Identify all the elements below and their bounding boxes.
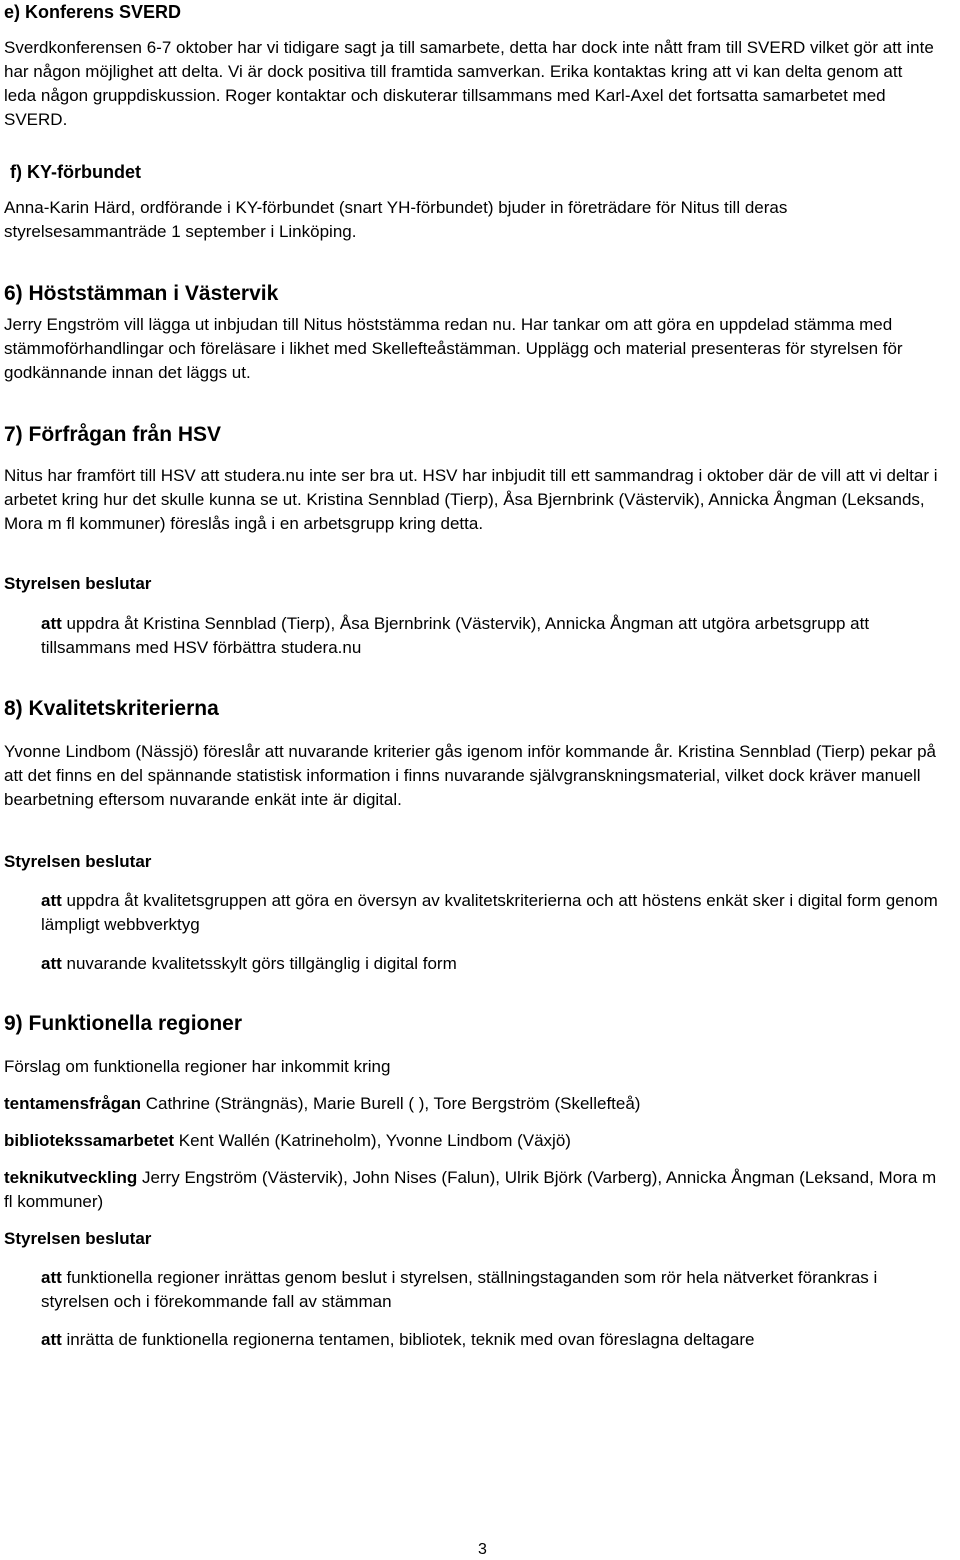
paragraph-hoststamman: Jerry Engström vill lägga ut inbjudan till Nitus höststämma redan nu. Har tankar om att göra en uppdelad stämma med stämmoförhandlingar och föreläsare i likhet med Skellefteåstämman. Upplägg och material presenteras för styrelsen för godkännande innan det läggs ut. [4, 315, 903, 382]
decision-text: uppdra åt Kristina Sennblad (Tierp), Åsa Bjernbrink (Västervik), Annicka Ångman att utgöra arbetsgrupp att tillsammans med HSV förbättra studera.nu [41, 614, 870, 657]
att-keyword: att [41, 954, 62, 973]
heading-ky-forbundet: f) KY-förbundet [10, 162, 141, 182]
att-keyword: att [41, 1330, 62, 1349]
region-group-tentamen [4, 1092, 938, 1116]
region-members: Jerry Engström (Västervik), John Nises (Falun), Ulrik Björk (Varberg), Annicka Ångman (Leksand, Mora m fl kommuner) [4, 1168, 937, 1211]
att-keyword: att [41, 614, 62, 633]
paragraph-ky-forbundet: Anna-Karin Härd, ordförande i KY-förbundet (snart YH-förbundet) bjuder in företrädare för Nitus till deras styrelsesammanträde 1 september i Linköping. [4, 198, 788, 241]
decision-item-kvalitet-2 [41, 952, 938, 976]
decision-label-hsv: Styrelsen beslutar [4, 574, 152, 593]
paragraph-forfragan-hsv: Nitus har framfört till HSV att studera.nu inte ser bra ut. HSV har inbjudit till ett sammandrag i oktober där de vill att vi deltar i arbetet kring hur det skulle kunna se ut. Kristina Sennblad (Tierp), Åsa Bjernbrink (Västervik), Annicka Ångman (Leksands, Mora m fl kommuner) föreslås ingå i en arbetsgrupp kring detta. [4, 466, 938, 533]
region-members: Kent Wallén (Katrineholm), Yvonne Lindbom (Växjö) [174, 1131, 571, 1150]
heading-hoststamman: 6) Höststämman i Västervik [4, 282, 279, 305]
region-group-bibliotek [4, 1129, 938, 1153]
heading-kvalitetskriterierna: 8) Kvalitetskriterierna [4, 697, 219, 720]
page-number: 3 [478, 1541, 487, 1558]
decision-item-hsv [41, 612, 938, 660]
decision-item-regioner-1 [41, 1266, 938, 1314]
att-keyword: att [41, 891, 62, 910]
paragraph-funktionella-intro: Förslag om funktionella regioner har inkommit kring [4, 1057, 391, 1076]
region-term: tentamensfrågan [4, 1094, 141, 1113]
decision-label-regioner: Styrelsen beslutar [4, 1229, 152, 1248]
decision-text: inrätta de funktionella regionerna tentamen, bibliotek, teknik med ovan föreslagna deltagare [61, 1330, 755, 1349]
decision-text: funktionella regioner inrättas genom beslut i styrelsen, ställningstaganden som rör hela nätverket förankras i styrelsen och i förekommande fall av stämman [41, 1268, 878, 1311]
region-group-teknik [4, 1166, 938, 1214]
decision-text: uppdra åt kvalitetsgruppen att göra en översyn av kvalitetskriterierna och att höstens enkät sker i digital form genom lämpligt webbverktyg [41, 891, 938, 934]
region-term: bibliotekssamarbetet [4, 1131, 175, 1150]
heading-forfragan-hsv: 7) Förfrågan från HSV [4, 423, 222, 446]
region-term: teknikutveckling [4, 1168, 138, 1187]
paragraph-konferens-sverd: Sverdkonferensen 6-7 oktober har vi tidigare sagt ja till samarbete, detta har dock inte nått fram till SVERD vilket gör att inte har någon möjlighet att delta. Vi är dock positiva till framtida samverkan. Erika kontaktas kring att vi kan delta genom att leda någon gruppdiskussion. Roger kontaktar och diskuterar tillsammans med Karl-Axel det fortsatta samarbetet med SVERD. [4, 38, 934, 129]
paragraph-kvalitetskriterierna: Yvonne Lindbom (Nässjö) föreslår att nuvarande kriterier gås igenom inför kommande år. Kristina Sennblad (Tierp) pekar på att det finns en del spännande statistisk information i finns nuvarande självgranskningsmaterial, vilket dock kräver manuell bearbetning eftersom nuvarande enkät inte är digital. [4, 742, 937, 809]
heading-konferens-sverd: e) Konferens SVERD [4, 2, 182, 22]
region-members: Cathrine (Strängnäs), Marie Burell ( ), Tore Bergström (Skellefteå) [140, 1094, 641, 1113]
decision-label-kvalitet: Styrelsen beslutar [4, 852, 152, 871]
decision-item-regioner-2 [41, 1328, 938, 1352]
decision-text: nuvarande kvalitetsskylt görs tillgänglig i digital form [61, 954, 457, 973]
decision-item-kvalitet-1 [41, 889, 938, 937]
att-keyword: att [41, 1268, 62, 1287]
heading-funktionella-regioner: 9) Funktionella regioner [4, 1012, 243, 1035]
